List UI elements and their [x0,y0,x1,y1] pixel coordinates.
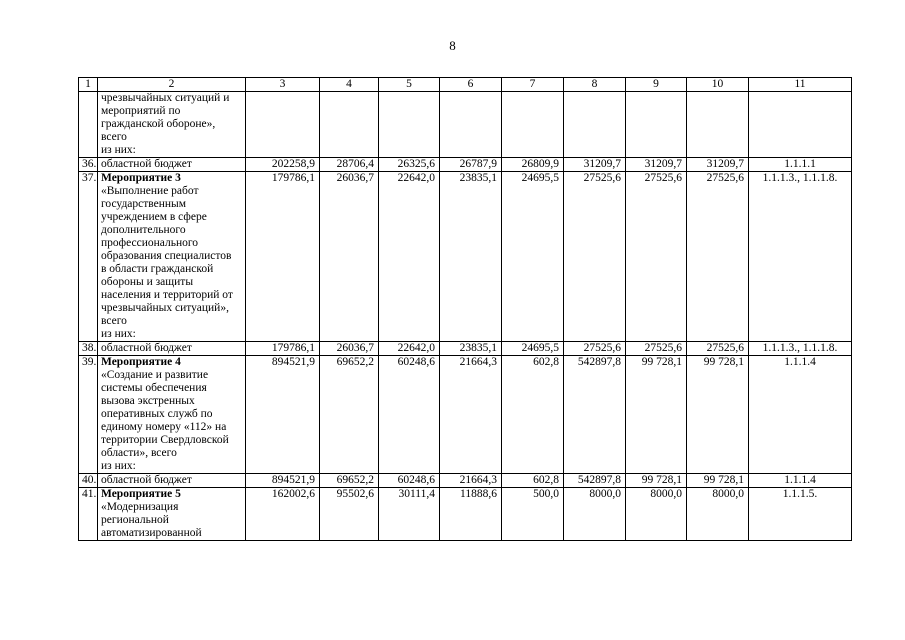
value-cell [379,92,440,158]
value-cell: 99 728,1 [626,474,687,488]
description-line: населения и территорий от [101,289,233,301]
row-number: 41. [79,488,98,541]
value-cell: 69652,2 [320,474,379,488]
target-code: 1.1.1.4 [749,356,852,474]
target-code: 1.1.1.3., 1.1.1.8. [749,172,852,342]
description-line: мероприятий по [101,105,181,117]
description-line: областной бюджет [101,342,192,354]
value-cell: 99 728,1 [626,356,687,474]
measure-title: Мероприятие 4 [101,356,181,368]
value-cell: 22642,0 [379,342,440,356]
row-number: 38. [79,342,98,356]
value-cell [564,92,626,158]
header-cell: 9 [626,78,687,92]
header-cell: 2 [98,78,246,92]
value-cell: 27525,6 [687,342,749,356]
header-cell: 1 [79,78,98,92]
value-cell: 26036,7 [320,342,379,356]
row-description [98,474,246,488]
measure-title: Мероприятие 3 [101,172,181,184]
header-row [79,78,852,92]
target-code [749,92,852,158]
row-description [98,158,246,172]
value-cell: 500,0 [502,488,564,541]
description-line: дополнительного [101,224,186,236]
value-cell: 95502,6 [320,488,379,541]
value-cell [320,92,379,158]
description-line: учреждением в сфере [101,211,207,223]
description-line: гражданской обороне», [101,118,216,130]
table-row [79,488,852,541]
value-cell: 26036,7 [320,172,379,342]
value-cell: 99 728,1 [687,356,749,474]
header-cell: 5 [379,78,440,92]
description-line: региональной [101,514,169,526]
table-row [79,158,852,172]
row-number: 40. [79,474,98,488]
value-cell: 21664,3 [440,474,502,488]
header-cell: 6 [440,78,502,92]
header-cell: 7 [502,78,564,92]
table-row [79,342,852,356]
description-line: государственным [101,198,187,210]
description-line: чрезвычайных ситуаций», [101,302,229,314]
description-line: «Выполнение работ [101,185,199,197]
description-line: «Создание и развитие [101,369,209,381]
description-line: областной бюджет [101,474,192,486]
target-code: 1.1.1.1 [749,158,852,172]
description-line: областной бюджет [101,158,192,170]
page-number: 8 [449,38,456,53]
value-cell: 8000,0 [687,488,749,541]
value-cell: 22642,0 [379,172,440,342]
value-cell: 894521,9 [246,474,320,488]
value-cell: 8000,0 [564,488,626,541]
value-cell: 69652,2 [320,356,379,474]
description-line: из них: [101,144,136,156]
value-cell: 31209,7 [687,158,749,172]
value-cell [440,92,502,158]
header-cell: 4 [320,78,379,92]
value-cell [626,92,687,158]
value-cell: 23835,1 [440,342,502,356]
value-cell: 162002,6 [246,488,320,541]
value-cell: 99 728,1 [687,474,749,488]
header-cell: 3 [246,78,320,92]
description-line: «Модернизация [101,501,179,513]
row-description [98,356,246,474]
value-cell: 894521,9 [246,356,320,474]
target-code: 1.1.1.5. [749,488,852,541]
value-cell: 30111,4 [379,488,440,541]
description-line: вызова экстренных [101,395,195,407]
description-line: из них: [101,328,136,340]
row-description [98,92,246,158]
value-cell: 27525,6 [626,342,687,356]
description-line: единому номеру «112» на [101,421,227,433]
value-cell: 27525,6 [687,172,749,342]
value-cell: 24695,5 [502,172,564,342]
value-cell: 542897,8 [564,474,626,488]
description-line: территории Свердловской [101,434,229,446]
value-cell: 26325,6 [379,158,440,172]
description-line: оперативных служб по [101,408,213,420]
description-line: автоматизированной [101,527,202,539]
value-cell: 21664,3 [440,356,502,474]
row-number [79,92,98,158]
budget-table [78,77,852,541]
row-description [98,342,246,356]
row-number: 36. [79,158,98,172]
value-cell: 31209,7 [626,158,687,172]
value-cell: 602,8 [502,474,564,488]
value-cell: 23835,1 [440,172,502,342]
description-line: области», всего [101,447,177,459]
target-code: 1.1.1.3., 1.1.1.8. [749,342,852,356]
value-cell: 8000,0 [626,488,687,541]
target-code: 1.1.1.4 [749,474,852,488]
value-cell [246,92,320,158]
table-row [79,356,852,474]
table-row [79,474,852,488]
value-cell: 27525,6 [564,342,626,356]
value-cell: 27525,6 [626,172,687,342]
row-description [98,488,246,541]
value-cell: 26787,9 [440,158,502,172]
description-line: в области гражданской [101,263,214,275]
description-line: всего [101,131,127,143]
value-cell: 11888,6 [440,488,502,541]
header-cell: 10 [687,78,749,92]
header-cell: 11 [749,78,852,92]
value-cell: 179786,1 [246,172,320,342]
value-cell: 179786,1 [246,342,320,356]
value-cell [502,92,564,158]
table-row [79,92,852,158]
description-line: чрезвычайных ситуаций и [101,92,230,104]
row-description [98,172,246,342]
value-cell: 31209,7 [564,158,626,172]
description-line: из них: [101,460,136,472]
value-cell: 602,8 [502,356,564,474]
value-cell [687,92,749,158]
description-line: обороны и защиты [101,276,194,288]
header-cell: 8 [564,78,626,92]
value-cell: 26809,9 [502,158,564,172]
value-cell: 60248,6 [379,474,440,488]
description-line: всего [101,315,127,327]
row-number: 37. [79,172,98,342]
value-cell: 24695,5 [502,342,564,356]
measure-title: Мероприятие 5 [101,488,181,500]
value-cell: 202258,9 [246,158,320,172]
value-cell: 27525,6 [564,172,626,342]
description-line: системы обеспечения [101,382,207,394]
value-cell: 28706,4 [320,158,379,172]
description-line: профессионального [101,237,199,249]
value-cell: 60248,6 [379,356,440,474]
row-number: 39. [79,356,98,474]
description-line: образования специалистов [101,250,232,262]
value-cell: 542897,8 [564,356,626,474]
table-row [79,172,852,342]
